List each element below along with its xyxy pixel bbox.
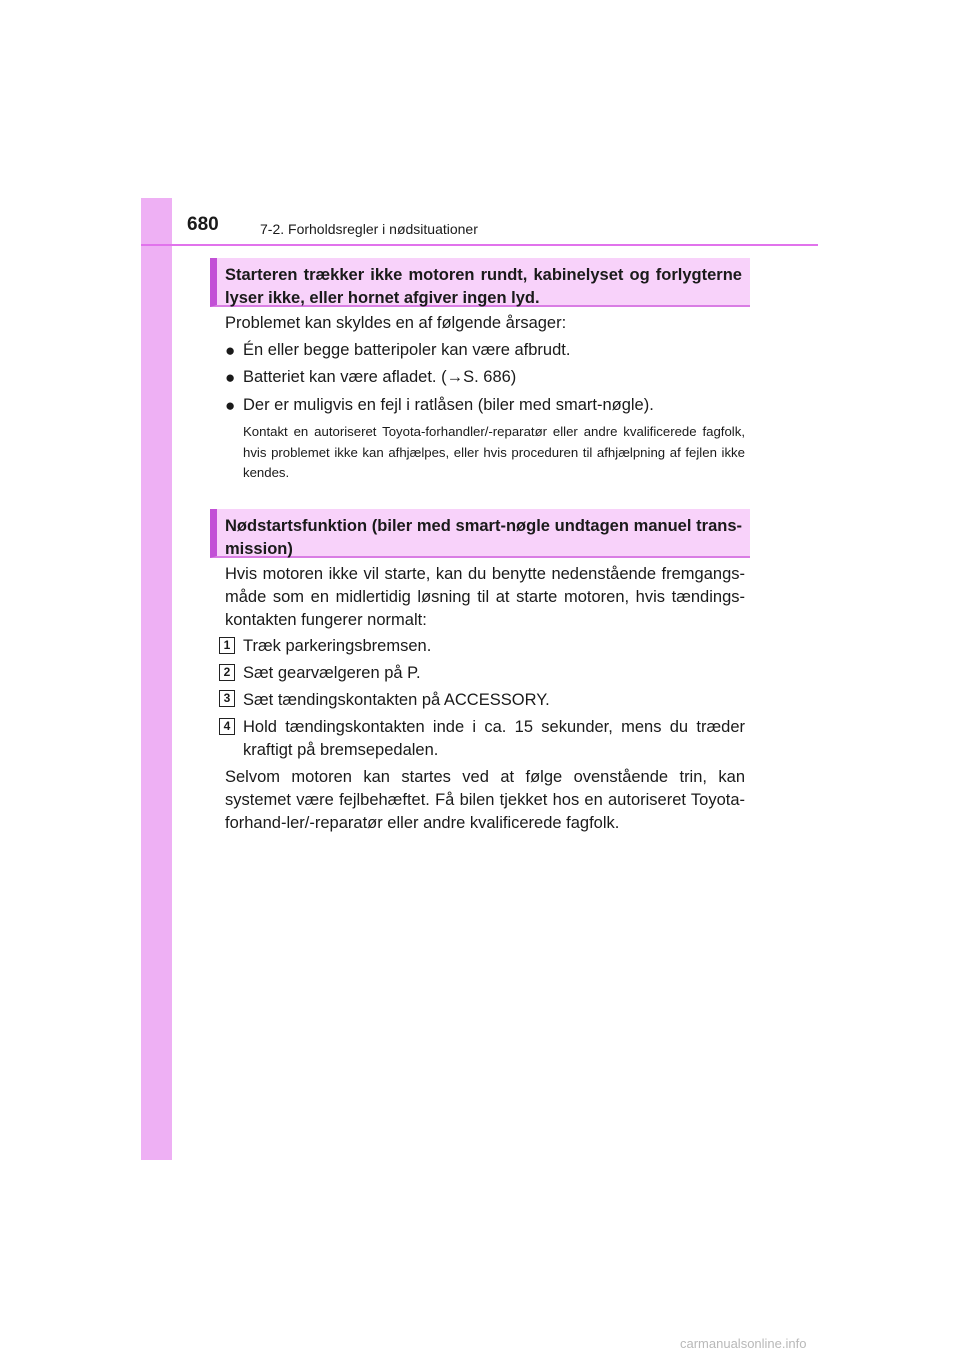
chapter-side-tab: [141, 198, 172, 1160]
bullet-text: Én eller begge batteripoler kan være afbrudt.: [243, 341, 571, 359]
section2-closing: Selvom motoren kan startes ved at følge ovenstående trin, kan systemet være fejlbehæftet. Få bilen tjekket hos en autoriseret Toyota-forhand-ler/-reparatør eller andre kvalificerede fagfolk.: [225, 768, 745, 832]
step-text: Hold tændingskontakten inde i ca. 15 sekunder, mens du træder kraftigt på bremsepedalen.: [243, 718, 745, 759]
step-text: Sæt tændingskontakten på ACCESSORY.: [243, 691, 550, 709]
step-number-box: 3: [219, 690, 235, 707]
section1-intro: Problemet kan skyldes en af følgende årsager:: [225, 314, 567, 332]
bullet-icon: ●: [225, 341, 236, 360]
step-text: Træk parkeringsbremsen.: [243, 637, 432, 655]
bullet-icon: ●: [225, 368, 236, 387]
section-heading-starter: Starteren trækker ikke motoren rundt, kabinelyset og forlygterne lyser ikke, eller hornet afgiver ingen lyd.: [210, 258, 750, 307]
bullet-text: Batteriet kan være afladet. (→S. 686): [243, 368, 517, 386]
header-rule: [141, 244, 818, 246]
running-header: 7-2. Forholdsregler i nødsituationer: [260, 221, 478, 237]
step-number-box: 4: [219, 718, 235, 735]
section2-intro: Hvis motoren ikke vil starte, kan du benytte nedenstående fremgangs-måde som en midlertidig løsning til at starte motoren, hvis tændings-kontakten fungerer normalt:: [225, 565, 745, 629]
bullet-text: Der er muligvis en fejl i ratlåsen (biler med smart-nøgle).: [243, 396, 654, 414]
bullet-icon: ●: [225, 396, 236, 415]
section-heading-emergency-start: Nødstartsfunktion (biler med smart-nøgle undtagen manuel trans-mission): [210, 509, 750, 558]
step-number-box: 2: [219, 664, 235, 681]
page-number: 680: [187, 214, 219, 235]
site-watermark: carmanualsonline.info: [680, 1336, 807, 1351]
section1-note: Kontakt en autoriseret Toyota-forhandler/-reparatør eller andre kvalificerede fagfolk, hvis problemet ikke kan afhjælpes, eller hvis proceduren til afhjælpning af fejlen ikke kendes.: [243, 424, 745, 480]
step-number-box: 1: [219, 637, 235, 654]
step-text: Sæt gearvælgeren på P.: [243, 664, 421, 682]
